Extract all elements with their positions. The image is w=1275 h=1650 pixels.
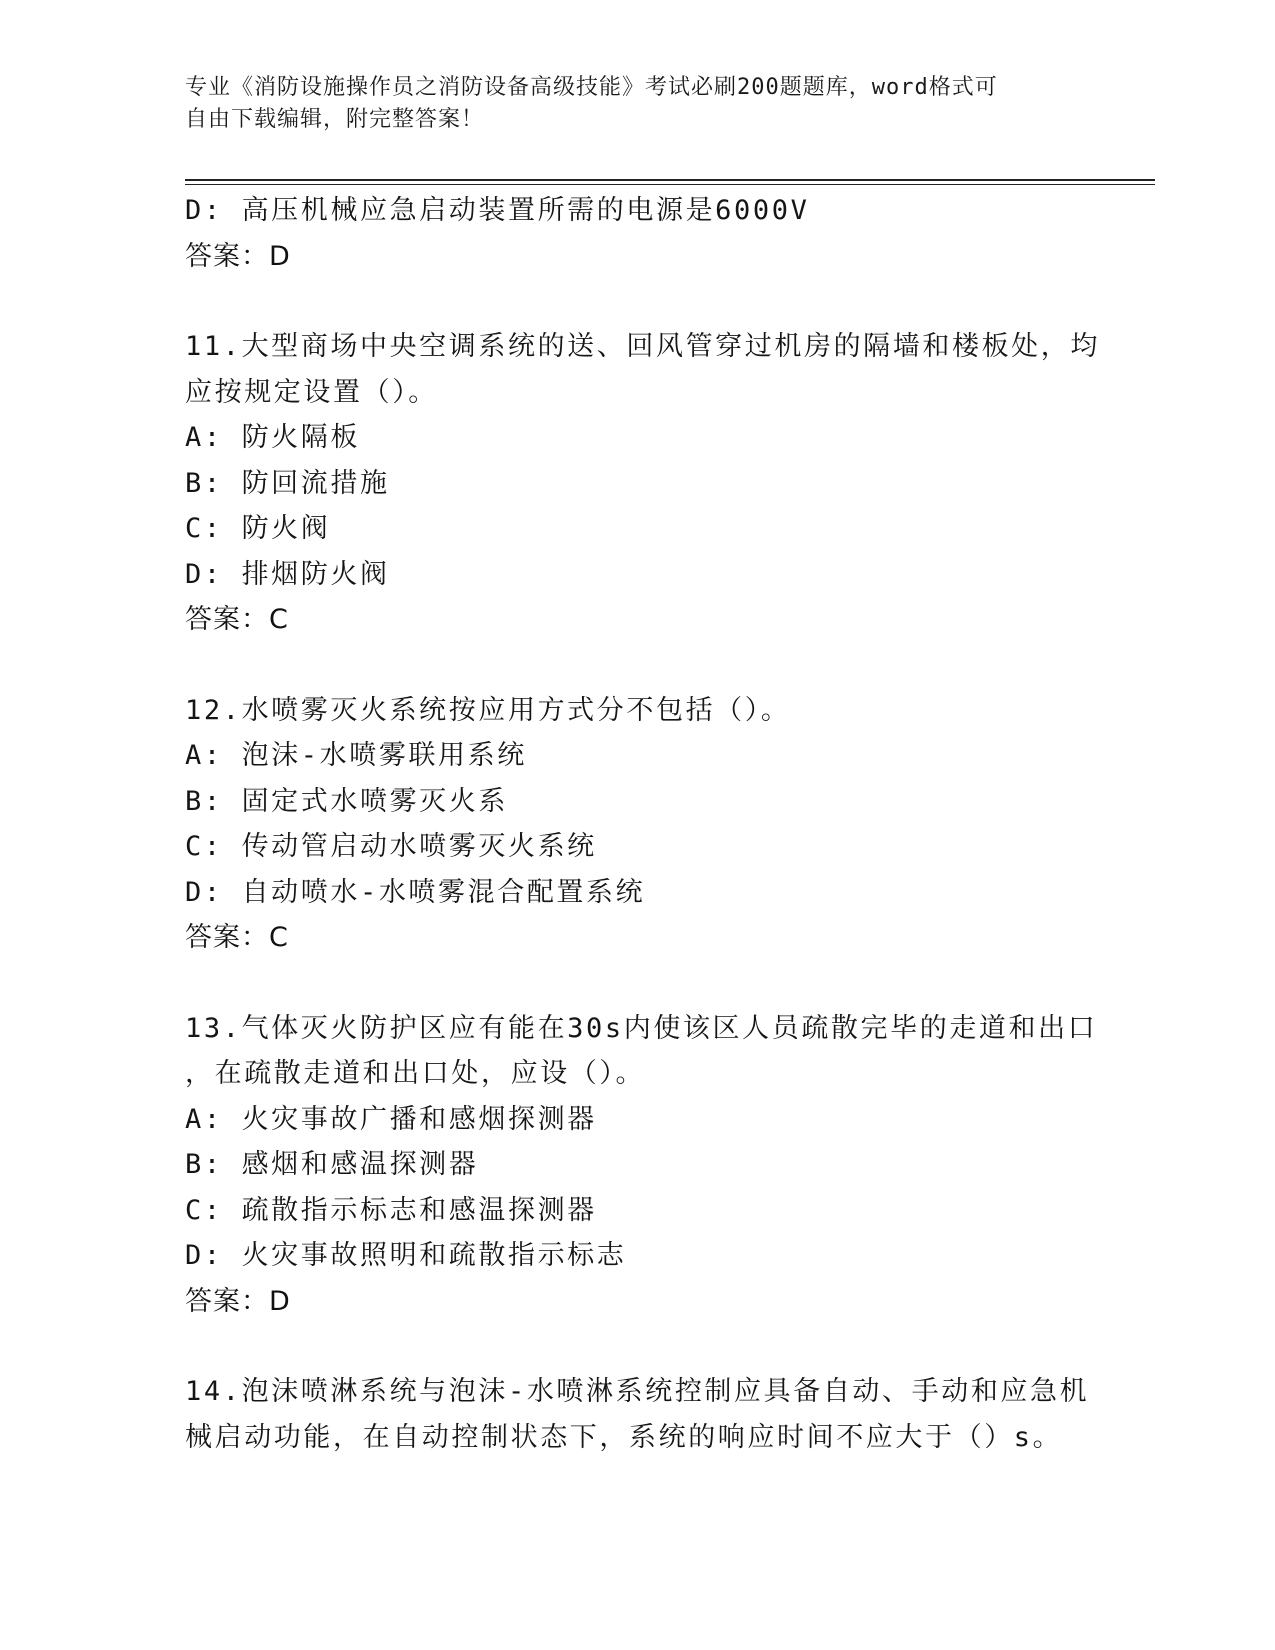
- question-list: [185, 188, 1100, 1460]
- question-11: [185, 324, 1100, 643]
- option-c: C: 疏散指示标志和感温探测器: [185, 1194, 597, 1226]
- option-d: D: 高压机械应急启动装置所需的电源是6000V: [185, 195, 810, 226]
- option-c: C: 传动管启动水喷雾灭火系统: [185, 831, 597, 862]
- question-12: [185, 688, 1085, 961]
- question-stem: 应按规定设置（）。: [185, 376, 438, 408]
- answer-line: 答案：D: [185, 240, 291, 272]
- question-stem: 14.泡沫喷淋系统与泡沫-水喷淋系统控制应具备自动、手动和应急机: [185, 1376, 1090, 1407]
- header-divider-thick: [185, 179, 1155, 181]
- question-stem: ，在疏散走道和出口处，应设（）。: [185, 1058, 646, 1089]
- question-stem: 械启动功能，在自动控制状态下，系统的响应时间不应大于（）s。: [185, 1421, 1063, 1453]
- option-d: D: 排烟防火阀: [185, 558, 390, 590]
- previous-question-tail: [185, 188, 1085, 279]
- option-d: D: 火灾事故照明和疏散指示标志: [185, 1240, 627, 1271]
- question-14: [185, 1369, 1090, 1460]
- question-13: [185, 1006, 1098, 1325]
- option-b: B: 感烟和感温探测器: [185, 1149, 479, 1180]
- header-line-1: 专业《消防设施操作员之消防设备高级技能》考试必刷200题题库，word格式可: [185, 75, 998, 100]
- option-b: B: 防回流措施: [185, 467, 390, 499]
- header-divider-thin: [185, 184, 1155, 185]
- option-c: C: 防火阀: [185, 513, 331, 544]
- option-a: A: 泡沫-水喷雾联用系统: [185, 740, 527, 771]
- question-stem: 11.大型商场中央空调系统的送、回风管穿过机房的隔墙和楼板处，均: [185, 331, 1100, 362]
- option-a: A: 防火隔板: [185, 422, 360, 453]
- answer-line: 答案：C: [185, 922, 289, 953]
- header-line-2: 自由下载编辑，附完整答案！: [185, 107, 485, 132]
- answer-line: 答案：C: [185, 604, 289, 635]
- question-stem: 12.水喷雾灭火系统按应用方式分不包括（）。: [185, 694, 791, 726]
- page-header: [185, 72, 1065, 136]
- option-d: D: 自动喷水-水喷雾混合配置系统: [185, 876, 646, 908]
- answer-line: 答案：D: [185, 1285, 291, 1317]
- option-a: A: 火灾事故广播和感烟探测器: [185, 1103, 597, 1135]
- question-stem: 13.气体灭火防护区应有能在30s内使该区人员疏散完毕的走道和出口: [185, 1012, 1098, 1044]
- option-b: B: 固定式水喷雾灭火系: [185, 785, 508, 817]
